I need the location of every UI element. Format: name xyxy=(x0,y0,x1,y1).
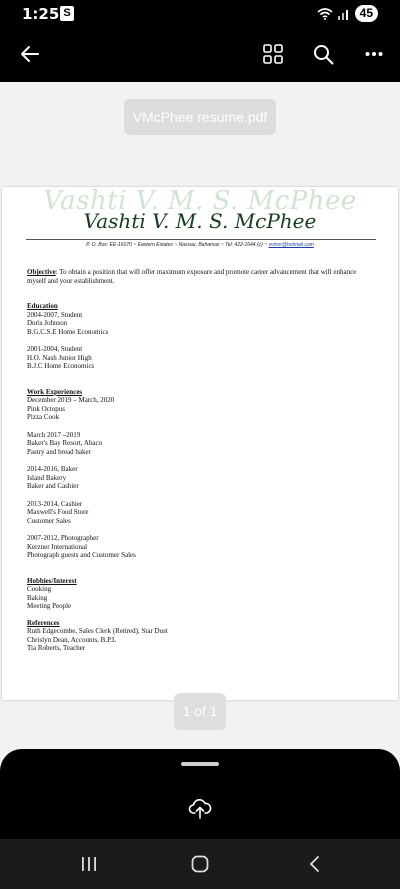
entry-line: March 2017 –2019 xyxy=(27,430,81,439)
entry-line: Baker and Cashier xyxy=(27,482,79,490)
entry-line: Doris Johnson xyxy=(27,319,68,327)
drag-handle[interactable] xyxy=(181,762,219,766)
more-options-icon xyxy=(365,51,383,57)
wifi-icon xyxy=(317,8,333,20)
entry-line: December 2019 – March, 2020 xyxy=(27,396,115,404)
status-icons xyxy=(317,5,378,22)
divider xyxy=(26,239,376,240)
entry-line: Pizza Cook xyxy=(27,413,60,421)
resume-name: Vashti V. M. S. McPhee xyxy=(83,209,317,233)
battery-indicator: 45 xyxy=(355,5,378,22)
back-icon xyxy=(308,855,320,873)
entry-line: Pink Octopus xyxy=(27,404,65,413)
entry-line: 2014-2016, Baker xyxy=(27,465,78,473)
objective-text: : To obtain a position that will offer maximum exposure and promote career advancement that will enhance myself and your establishment. xyxy=(27,268,357,285)
grid-view-icon xyxy=(263,44,283,64)
objective-label: Objective xyxy=(27,268,56,276)
work-entry xyxy=(27,534,374,560)
file-name-label: VMcPhee resume.pdf xyxy=(124,99,276,135)
entry-line: H.O. Nash Junior High xyxy=(27,353,92,362)
entry-line: Baker's Bay Resort, Abaco xyxy=(27,439,103,447)
hobby-item: Baking xyxy=(27,593,48,602)
education-entry xyxy=(27,311,374,337)
entry-line: B.J.C Home Economics xyxy=(27,362,95,370)
status-time: 1:25 xyxy=(22,5,60,23)
entry-line: Kerzner International xyxy=(27,542,88,551)
entry-line: 2001-2004, Student xyxy=(27,345,83,353)
entry-line: Customer Sales xyxy=(27,516,71,525)
system-back-button[interactable] xyxy=(294,849,334,879)
reference-item: Chrislyn Dean, Accounts, B.P.L xyxy=(27,635,117,644)
entry-line: Island Bakery xyxy=(27,473,67,482)
work-entry xyxy=(27,465,374,491)
entry-line: Pastry and bread baker xyxy=(27,447,91,456)
entry-line: 2004-2007, Student xyxy=(27,310,83,319)
references-section xyxy=(27,619,374,653)
education-heading: Education xyxy=(27,302,58,310)
search-icon xyxy=(313,44,334,65)
resume-body xyxy=(27,268,374,653)
upload-button[interactable] xyxy=(186,795,214,823)
email-link[interactable]: vvmsr@hotmail.com xyxy=(268,242,314,248)
recents-button[interactable] xyxy=(69,849,109,879)
reference-item: Ruth Edgecombe, Sales Clerk (Retired), Star Dust xyxy=(27,627,168,635)
hobbies-section xyxy=(27,577,374,611)
objective-section xyxy=(27,268,374,285)
home-icon xyxy=(191,855,209,873)
contact-line xyxy=(2,242,398,248)
references-heading: References xyxy=(27,618,60,627)
status-bar xyxy=(0,0,400,28)
home-button[interactable] xyxy=(180,849,220,879)
search-button[interactable] xyxy=(305,36,341,72)
name-watermark: Vashti V. M. S. McPhee xyxy=(43,186,357,216)
work-heading: Work Experiences xyxy=(27,387,83,396)
education-entry xyxy=(27,345,374,371)
app-bar xyxy=(0,28,400,82)
education-section xyxy=(27,302,374,371)
upload-cloud-icon xyxy=(188,798,212,820)
entry-line: 2007-2012, Photographer xyxy=(27,534,99,542)
entry-line: 2013-2014, Cashier xyxy=(27,499,83,508)
work-entry xyxy=(27,500,374,526)
more-options-button[interactable] xyxy=(356,36,392,72)
grid-view-button[interactable] xyxy=(255,36,291,72)
work-entry xyxy=(27,396,374,422)
work-section xyxy=(27,388,374,560)
entry-line: Photograph guests and Customer Sales xyxy=(27,551,136,559)
page-indicator: 1 of 1 xyxy=(174,693,226,730)
hobby-item: Meeting People xyxy=(27,602,72,610)
back-arrow-icon xyxy=(20,45,40,63)
pdf-page[interactable] xyxy=(2,187,398,700)
entry-line: Maxwell's Food Store xyxy=(27,508,89,516)
back-button[interactable] xyxy=(12,36,48,72)
navigation-bar xyxy=(0,839,400,889)
contact-text: P. O. Box: EE-16070 ~ Eastern Estates ~ Nassau, Bahamas ~ Tel: 422-1644 (c) ~ xyxy=(86,242,269,248)
work-entry xyxy=(27,431,374,457)
bottom-sheet xyxy=(0,749,400,839)
entry-line: B.G.C.S.E Home Economics xyxy=(27,327,109,336)
notification-badge: S xyxy=(60,6,74,21)
signal-icon xyxy=(337,8,351,20)
recents-icon xyxy=(80,856,98,872)
hobbies-heading: Hobbies/Interest xyxy=(27,576,77,585)
hobby-item: Cooking xyxy=(27,585,52,593)
reference-item: Tia Roberts, Teacher xyxy=(27,644,86,652)
